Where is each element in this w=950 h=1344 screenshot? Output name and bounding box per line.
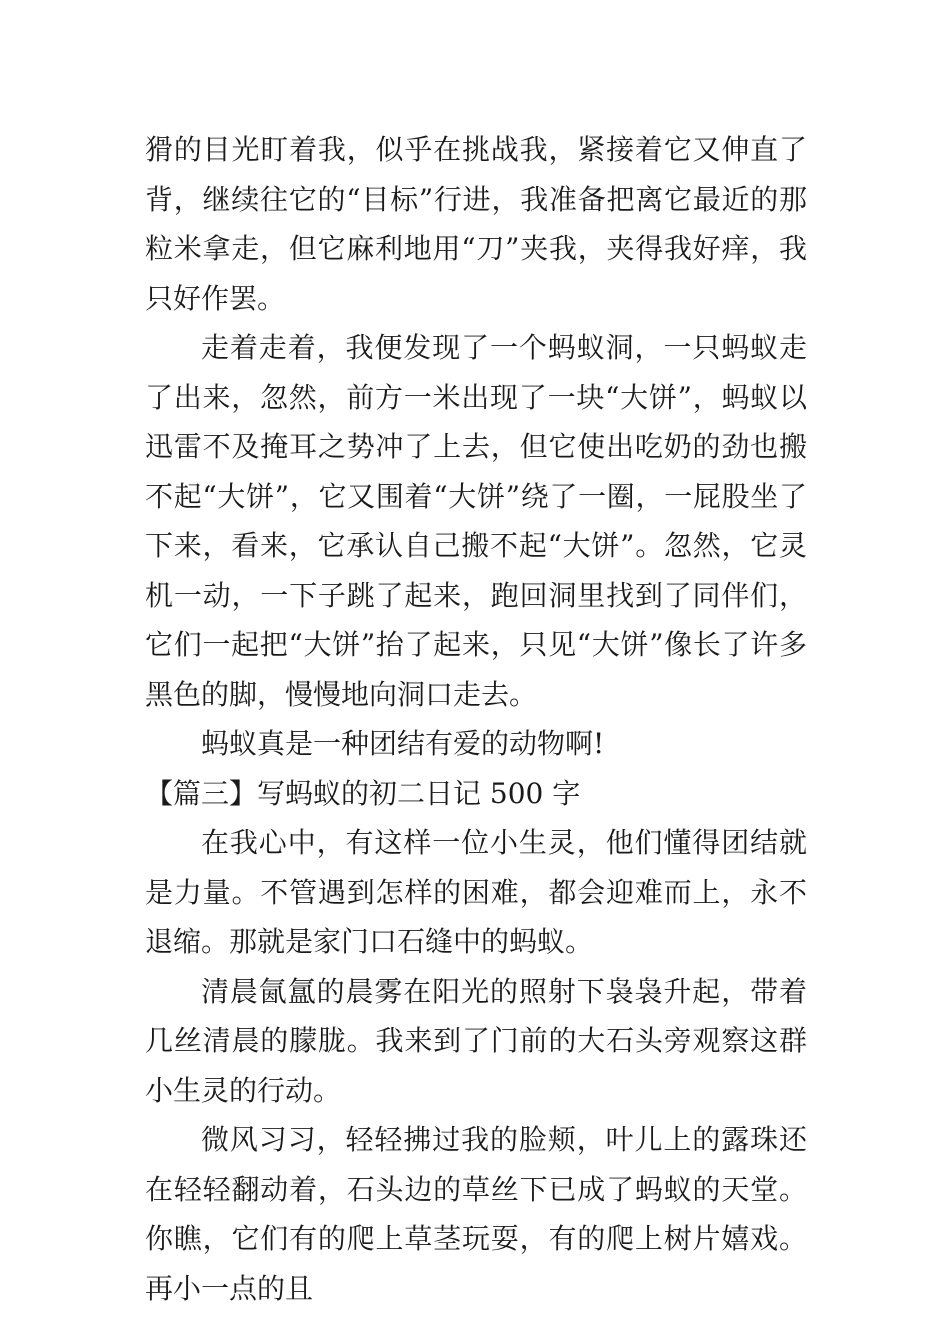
paragraph-conclusion: 蚂蚁真是一种团结有爱的动物啊! (201, 727, 605, 760)
paragraph-breeze: 微风习习，轻轻拂过我的脸颊，叶儿上的露珠还在轻轻翻动着，石头边的草丝下已成了蚂蚁的天堂。你瞧，它们有的爬上草茎玩耍，有的爬上树片嬉戏。再小一点的且 (145, 1123, 807, 1305)
paragraph-intro: 在我心中，有这样一位小生灵，他们懂得团结就是力量。不管遇到怎样的困难，都会迎难而上，永不退缩。那就是家门口石缝中的蚂蚁。 (145, 826, 807, 958)
paragraph-ant-cake: 走着走着，我便发现了一个蚂蚁洞，一只蚂蚁走了出来，忽然，前方一米出现了一块“大饼”，蚂蚁以迅雷不及掩耳之势冲了上去，但它使出吃奶的劲也搬不起“大饼”，它又围着“大饼”绕了一圈，一屁股坐了下来，看来，它承认自己搬不起“大饼”。忽然，它灵机一动，一下子跳了起来，跑回洞里找到了同伴们，它们一起把“大饼”抬了起来，只见“大饼”像长了许多黑色的脚，慢慢地向洞口走去。 (145, 331, 807, 711)
paragraph-continuation: 猾的目光盯着我，似乎在挑战我，紧接着它又伸直了背，继续往它的“目标”行进，我准备把离它最近的那粒米拿走，但它麻利地用“刀”夹我，夹得我好痒，我只好作罢。 (145, 133, 807, 315)
document-body (145, 125, 807, 1313)
section-heading: 【篇三】写蚂蚁的初二日记 500 字 (145, 776, 581, 810)
paragraph-morning: 清晨氤氲的晨雾在阳光的照射下袅袅升起，带着几丝清晨的朦胧。我来到了门前的大石头旁观察这群小生灵的行动。 (145, 974, 807, 1107)
